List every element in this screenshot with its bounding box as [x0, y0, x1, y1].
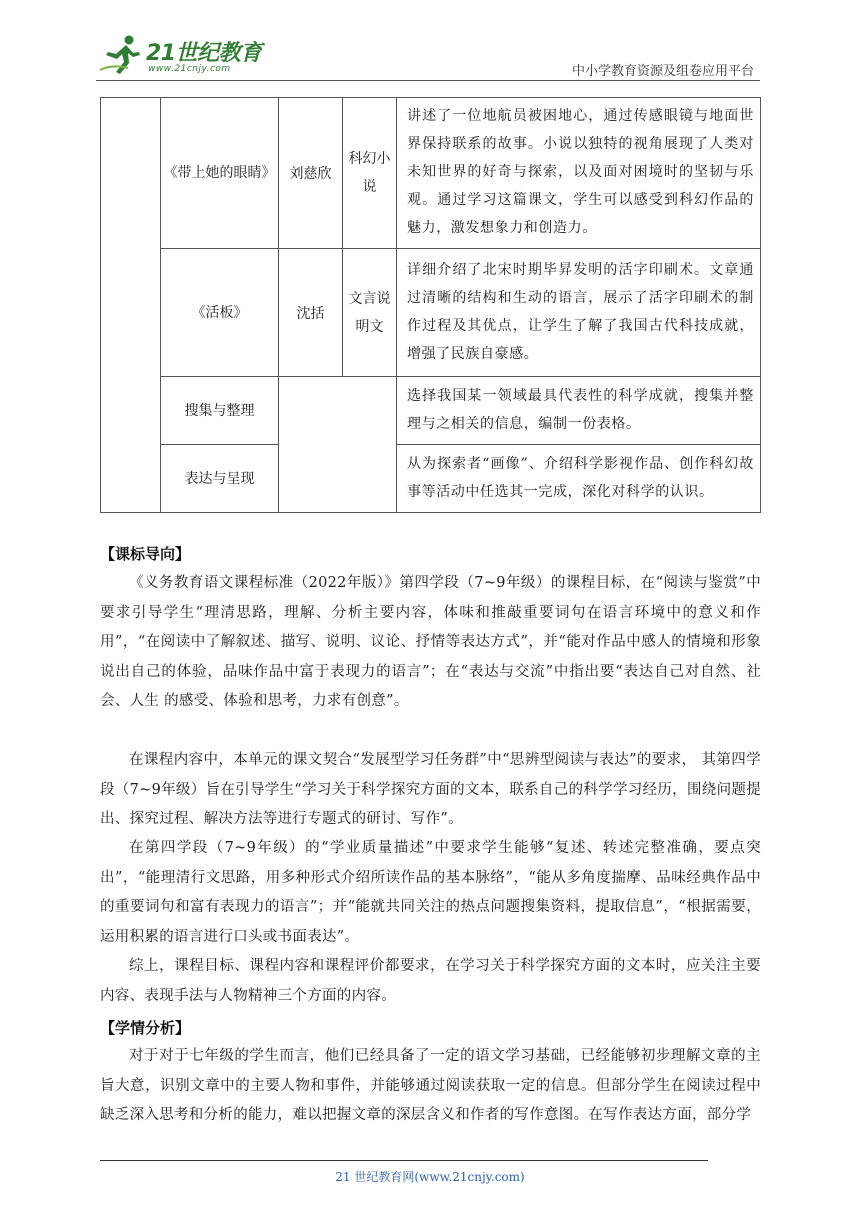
standards-paragraph-4: 综上，课程目标、课程内容和课程评价都要求，在学习关于科学探究方面的文本时，应关注主要内容、表现手法与人物精神三个方面的内容。 [100, 958, 761, 1004]
table-row [101, 98, 761, 249]
standards-paragraph-2: 在课程内容中，本单元的课文契合“发展型学习任务群”中“思辨型阅读与表达”的要求， 其第四学段（7~9年级）旨在引导学生“学习关于科学探究方面的文本，联系自己的科学学习经历，围绕问题提出、探究过程、解决方法等进行专题式的研讨、写作”。 [100, 752, 761, 827]
table-row [101, 249, 761, 377]
genre-cell: 文言说明文 [343, 249, 397, 377]
logo-url: www.21cnjy.com [148, 64, 231, 74]
author-cell: 刘慈欣 [279, 98, 343, 249]
author-cell: 沈括 [279, 249, 343, 377]
description-cell: 详细介绍了北宋时期毕昇发明的活字印刷术。文章通过清晰的结构和生动的语言，展示了活字印刷术的制作过程及其优点，让学生了解了我国古代科技成就，增强了民族自豪感。 [397, 249, 761, 377]
genre-cell: 科幻小说 [343, 98, 397, 249]
page-header [96, 30, 760, 82]
table-row [101, 377, 761, 445]
work-title-cell: 《活板》 [161, 249, 279, 377]
header-divider [96, 80, 760, 81]
work-title-cell: 《带上她的眼睛》 [161, 98, 279, 249]
site-logo[interactable] [96, 30, 266, 80]
unit-content-table [100, 97, 761, 513]
logo-text: 21世纪教育 [146, 41, 262, 66]
empty-merged-cell [279, 377, 397, 513]
category-cell [101, 98, 161, 513]
activity-title-cell: 表达与呈现 [161, 445, 279, 513]
platform-name: 中小学教育资源及组卷应用平台 [571, 64, 754, 79]
page-footer[interactable]: 21 世纪教育网(www.21cnjy.com) [335, 1170, 525, 1184]
analysis-paragraph-1: 对于对于七年级的学生而言，他们已经具备了一定的语文学习基础，已经能够初步理解文章的主旨大意，识别文章中的主要人物和事件，并能够通过阅读获取一定的信息。但部分学生在阅读过程中缺乏深入思考和分析的能力，难以把握文章的深层含义和作者的写作意图。在写作表达方面，部分学 [100, 1048, 761, 1123]
table-row [101, 445, 761, 513]
standards-paragraph-1: 《义务教育语文课程标准（2022年版）》第四学段（7~9年级）的课程目标，在“阅读与鉴赏”中要求引导学生“理清思路，理解、分析主要内容，体味和推敲重要词句在语言环境中的意义和作用”，“在阅读中了解叙述、描写、说明、议论、抒情等表达方式”，并“能对作品中感人的情境和形象说出自己的体验，品味作品中富于表现力的语言”；在“表达与交流”中指出要“表达自己对自然、社会、人生 的感受、体验和思考，力求有创意”。 [100, 575, 761, 709]
activity-description-cell: 从为探索者“画像”、介绍科学影视作品、创作科幻故事等活动中任选其一完成，深化对科学的认识。 [397, 445, 761, 513]
standards-section-title: 【课标导向】 [100, 545, 191, 563]
description-cell: 讲述了一位地航员被困地心，通过传感眼镜与地面世界保持联系的故事。小说以独特的视角展现了人类对未知世界的好奇与探索，以及面对困境时的坚韧与乐观。通过学习这篇课文，学生可以感受到科幻作品的魅力，激发想象力和创造力。 [397, 98, 761, 249]
activity-title-cell: 搜集与整理 [161, 377, 279, 445]
standards-paragraph-3: 在第四学段（7~9年级）的“学业质量描述”中要求学生能够“复述、转述完整准确，要点突出”，“能理清行文思路，用多种形式介绍所读作品的基本脉络”，“能从多角度揣摩、品味经典作品中的重要词句和富有表现力的语言”；并“能就共同关注的热点问题搜集资料，提取信息”，“根据需要，运用积累的语言进行口头或书面表达”。 [100, 840, 761, 945]
runner-logo-icon [98, 34, 144, 76]
analysis-section-title: 【学情分析】 [100, 1019, 191, 1037]
activity-description-cell: 选择我国某一领域最具代表性的科学成就，搜集并整理与之相关的信息，编制一份表格。 [397, 377, 761, 445]
footer-divider [100, 1160, 708, 1161]
